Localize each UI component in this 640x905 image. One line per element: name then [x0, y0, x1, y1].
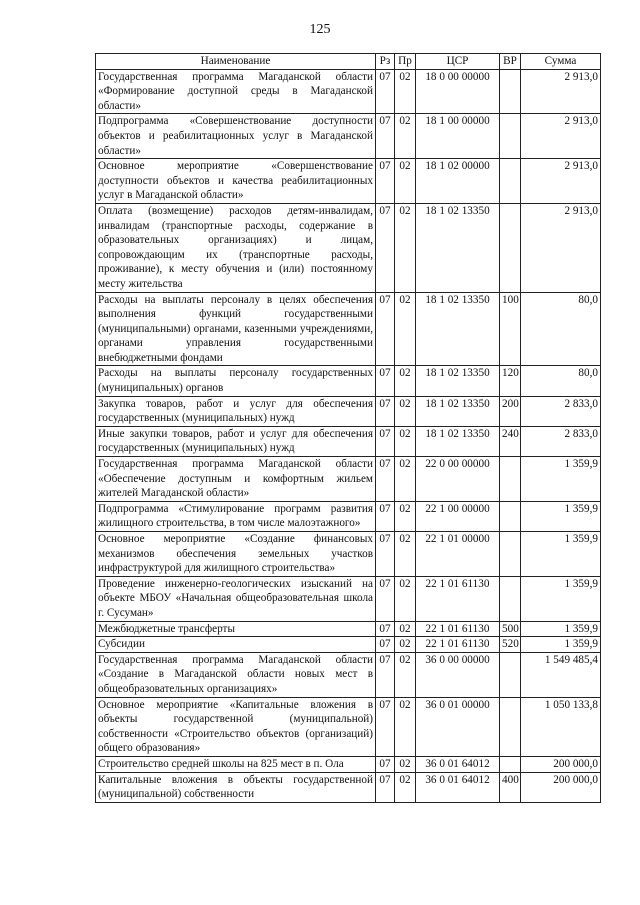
- cell-rz: 07: [376, 292, 395, 366]
- cell-csr: 36 0 01 00000: [416, 697, 500, 756]
- cell-pr: 02: [395, 457, 416, 502]
- table-row: [96, 396, 601, 426]
- cell-csr: 36 0 01 64012: [416, 756, 500, 772]
- cell-vr: 520: [500, 637, 521, 653]
- cell-sum: 2 833,0: [521, 426, 601, 456]
- table-row: [96, 203, 601, 292]
- table-row: [96, 159, 601, 204]
- cell-csr: 22 1 00 00000: [416, 501, 500, 531]
- cell-vr: 500: [500, 621, 521, 637]
- cell-pr: 02: [395, 501, 416, 531]
- cell-sum: 2 913,0: [521, 114, 601, 159]
- cell-csr: 36 0 00 00000: [416, 652, 500, 697]
- cell-rz: 07: [376, 772, 395, 802]
- cell-csr: 18 1 02 00000: [416, 159, 500, 204]
- cell-name: Основное мероприятие «Создание финансовых механизмов обеспечения земельных участков инфраструктурой для жилищного строительства»: [96, 532, 376, 577]
- table-row: [96, 114, 601, 159]
- table-header-row: [96, 54, 601, 70]
- cell-name: Оплата (возмещение) расходов детям-инвалидам, инвалидам (транспортные расходы, содержание в образовательных организациях) и лицам, сопровождающим их (транспортные расходы, проживание), к месту обучения и (или) постоянному месту жительства: [96, 203, 376, 292]
- cell-name: Подпрограмма «Стимулирование программ развития жилищного строительства, в том числе малоэтажного»: [96, 501, 376, 531]
- cell-vr: 100: [500, 292, 521, 366]
- cell-sum: 80,0: [521, 292, 601, 366]
- cell-vr: 240: [500, 426, 521, 456]
- cell-csr: 22 1 01 61130: [416, 576, 500, 621]
- cell-name: Основное мероприятие «Совершенствование доступности объектов и качества реабилитационных услуг в Магаданской области»: [96, 159, 376, 204]
- cell-name: Проведение инженерно-геологических изысканий на объекте МБОУ «Начальная общеобразовательная школа г. Сусуман»: [96, 576, 376, 621]
- cell-pr: 02: [395, 756, 416, 772]
- cell-sum: 80,0: [521, 366, 601, 396]
- cell-rz: 07: [376, 621, 395, 637]
- header-vr: ВР: [500, 54, 521, 70]
- cell-name: Государственная программа Магаданской области «Формирование доступной среды в Магаданской области»: [96, 69, 376, 114]
- table-row: [96, 366, 601, 396]
- cell-csr: 22 1 01 00000: [416, 532, 500, 577]
- header-csr: ЦСР: [416, 54, 500, 70]
- cell-sum: 2 913,0: [521, 159, 601, 204]
- cell-pr: 02: [395, 576, 416, 621]
- cell-sum: 1 359,9: [521, 501, 601, 531]
- cell-name: Государственная программа Магаданской области «Создание в Магаданской области новых мест в общеобразовательных организациях»: [96, 652, 376, 697]
- table-row: [96, 697, 601, 756]
- cell-sum: 200 000,0: [521, 756, 601, 772]
- cell-name: Расходы на выплаты персоналу государственных (муниципальных) органов: [96, 366, 376, 396]
- cell-pr: 02: [395, 292, 416, 366]
- cell-sum: 2 833,0: [521, 396, 601, 426]
- cell-name: Строительство средней школы на 825 мест в п. Ола: [96, 756, 376, 772]
- cell-sum: 1 549 485,4: [521, 652, 601, 697]
- cell-rz: 07: [376, 69, 395, 114]
- cell-name: Иные закупки товаров, работ и услуг для обеспечения государственных (муниципальных) нужд: [96, 426, 376, 456]
- cell-vr: [500, 756, 521, 772]
- cell-vr: 400: [500, 772, 521, 802]
- table-row: [96, 637, 601, 653]
- cell-csr: 22 1 01 61130: [416, 637, 500, 653]
- cell-name: Межбюджетные трансферты: [96, 621, 376, 637]
- header-name: Наименование: [96, 54, 376, 70]
- cell-pr: 02: [395, 637, 416, 653]
- cell-sum: 1 359,9: [521, 576, 601, 621]
- table-row: [96, 621, 601, 637]
- cell-rz: 07: [376, 697, 395, 756]
- cell-csr: 18 1 02 13350: [416, 203, 500, 292]
- cell-name: Подпрограмма «Совершенствование доступности объектов и реабилитационных услуг в Магаданской области»: [96, 114, 376, 159]
- cell-sum: 2 913,0: [521, 69, 601, 114]
- cell-vr: 120: [500, 366, 521, 396]
- cell-sum: 2 913,0: [521, 203, 601, 292]
- cell-pr: 02: [395, 426, 416, 456]
- cell-pr: 02: [395, 69, 416, 114]
- cell-pr: 02: [395, 697, 416, 756]
- cell-vr: [500, 532, 521, 577]
- cell-sum: 1 359,9: [521, 532, 601, 577]
- cell-name: Государственная программа Магаданской области «Обеспечение доступным и комфортным жильем жителей Магаданской области»: [96, 457, 376, 502]
- table-row: [96, 292, 601, 366]
- cell-rz: 07: [376, 576, 395, 621]
- cell-sum: 200 000,0: [521, 772, 601, 802]
- cell-vr: [500, 203, 521, 292]
- table-row: [96, 426, 601, 456]
- table-row: [96, 501, 601, 531]
- table-row: [96, 69, 601, 114]
- header-sum: Сумма: [521, 54, 601, 70]
- cell-csr: 22 0 00 00000: [416, 457, 500, 502]
- cell-sum: 1 359,9: [521, 457, 601, 502]
- table-row: [96, 457, 601, 502]
- cell-pr: 02: [395, 203, 416, 292]
- cell-vr: 200: [500, 396, 521, 426]
- cell-csr: 18 1 02 13350: [416, 292, 500, 366]
- cell-name: Капитальные вложения в объекты государственной (муниципальной) собственности: [96, 772, 376, 802]
- cell-vr: [500, 457, 521, 502]
- cell-rz: 07: [376, 159, 395, 204]
- cell-rz: 07: [376, 756, 395, 772]
- table-row: [96, 652, 601, 697]
- cell-csr: 18 1 02 13350: [416, 366, 500, 396]
- cell-rz: 07: [376, 203, 395, 292]
- cell-vr: [500, 501, 521, 531]
- cell-csr: 22 1 01 61130: [416, 621, 500, 637]
- cell-pr: 02: [395, 621, 416, 637]
- header-pr: Пр: [395, 54, 416, 70]
- cell-vr: [500, 697, 521, 756]
- cell-rz: 07: [376, 426, 395, 456]
- table-row: [96, 576, 601, 621]
- cell-pr: 02: [395, 396, 416, 426]
- cell-csr: 18 1 02 13350: [416, 426, 500, 456]
- cell-sum: 1 359,9: [521, 637, 601, 653]
- table-row: [96, 772, 601, 802]
- cell-rz: 07: [376, 652, 395, 697]
- cell-pr: 02: [395, 652, 416, 697]
- cell-vr: [500, 576, 521, 621]
- header-rz: Рз: [376, 54, 395, 70]
- cell-name: Расходы на выплаты персоналу в целях обеспечения выполнения функций государственными (муниципальными) органами, казенными учреждениями, органами управления государственными внебюджетными фондами: [96, 292, 376, 366]
- cell-pr: 02: [395, 159, 416, 204]
- cell-name: Основное мероприятие «Капитальные вложения в объекты государственной (муниципальной) собственности «Строительство объектов (организаций) общего образования»: [96, 697, 376, 756]
- cell-csr: 36 0 01 64012: [416, 772, 500, 802]
- cell-sum: 1 359,9: [521, 621, 601, 637]
- cell-pr: 02: [395, 114, 416, 159]
- cell-rz: 07: [376, 396, 395, 426]
- cell-csr: 18 1 02 13350: [416, 396, 500, 426]
- budget-table: [95, 53, 601, 803]
- cell-pr: 02: [395, 532, 416, 577]
- cell-csr: 18 0 00 00000: [416, 69, 500, 114]
- cell-rz: 07: [376, 532, 395, 577]
- cell-rz: 07: [376, 114, 395, 159]
- cell-vr: [500, 114, 521, 159]
- table-row: [96, 532, 601, 577]
- table-row: [96, 756, 601, 772]
- cell-rz: 07: [376, 457, 395, 502]
- cell-vr: [500, 69, 521, 114]
- cell-name: Субсидии: [96, 637, 376, 653]
- cell-rz: 07: [376, 501, 395, 531]
- cell-rz: 07: [376, 637, 395, 653]
- cell-pr: 02: [395, 772, 416, 802]
- cell-csr: 18 1 00 00000: [416, 114, 500, 159]
- cell-sum: 1 050 133,8: [521, 697, 601, 756]
- cell-pr: 02: [395, 366, 416, 396]
- cell-name: Закупка товаров, работ и услуг для обеспечения государственных (муниципальных) нужд: [96, 396, 376, 426]
- cell-vr: [500, 159, 521, 204]
- cell-vr: [500, 652, 521, 697]
- cell-rz: 07: [376, 366, 395, 396]
- page-number: 125: [309, 22, 331, 37]
